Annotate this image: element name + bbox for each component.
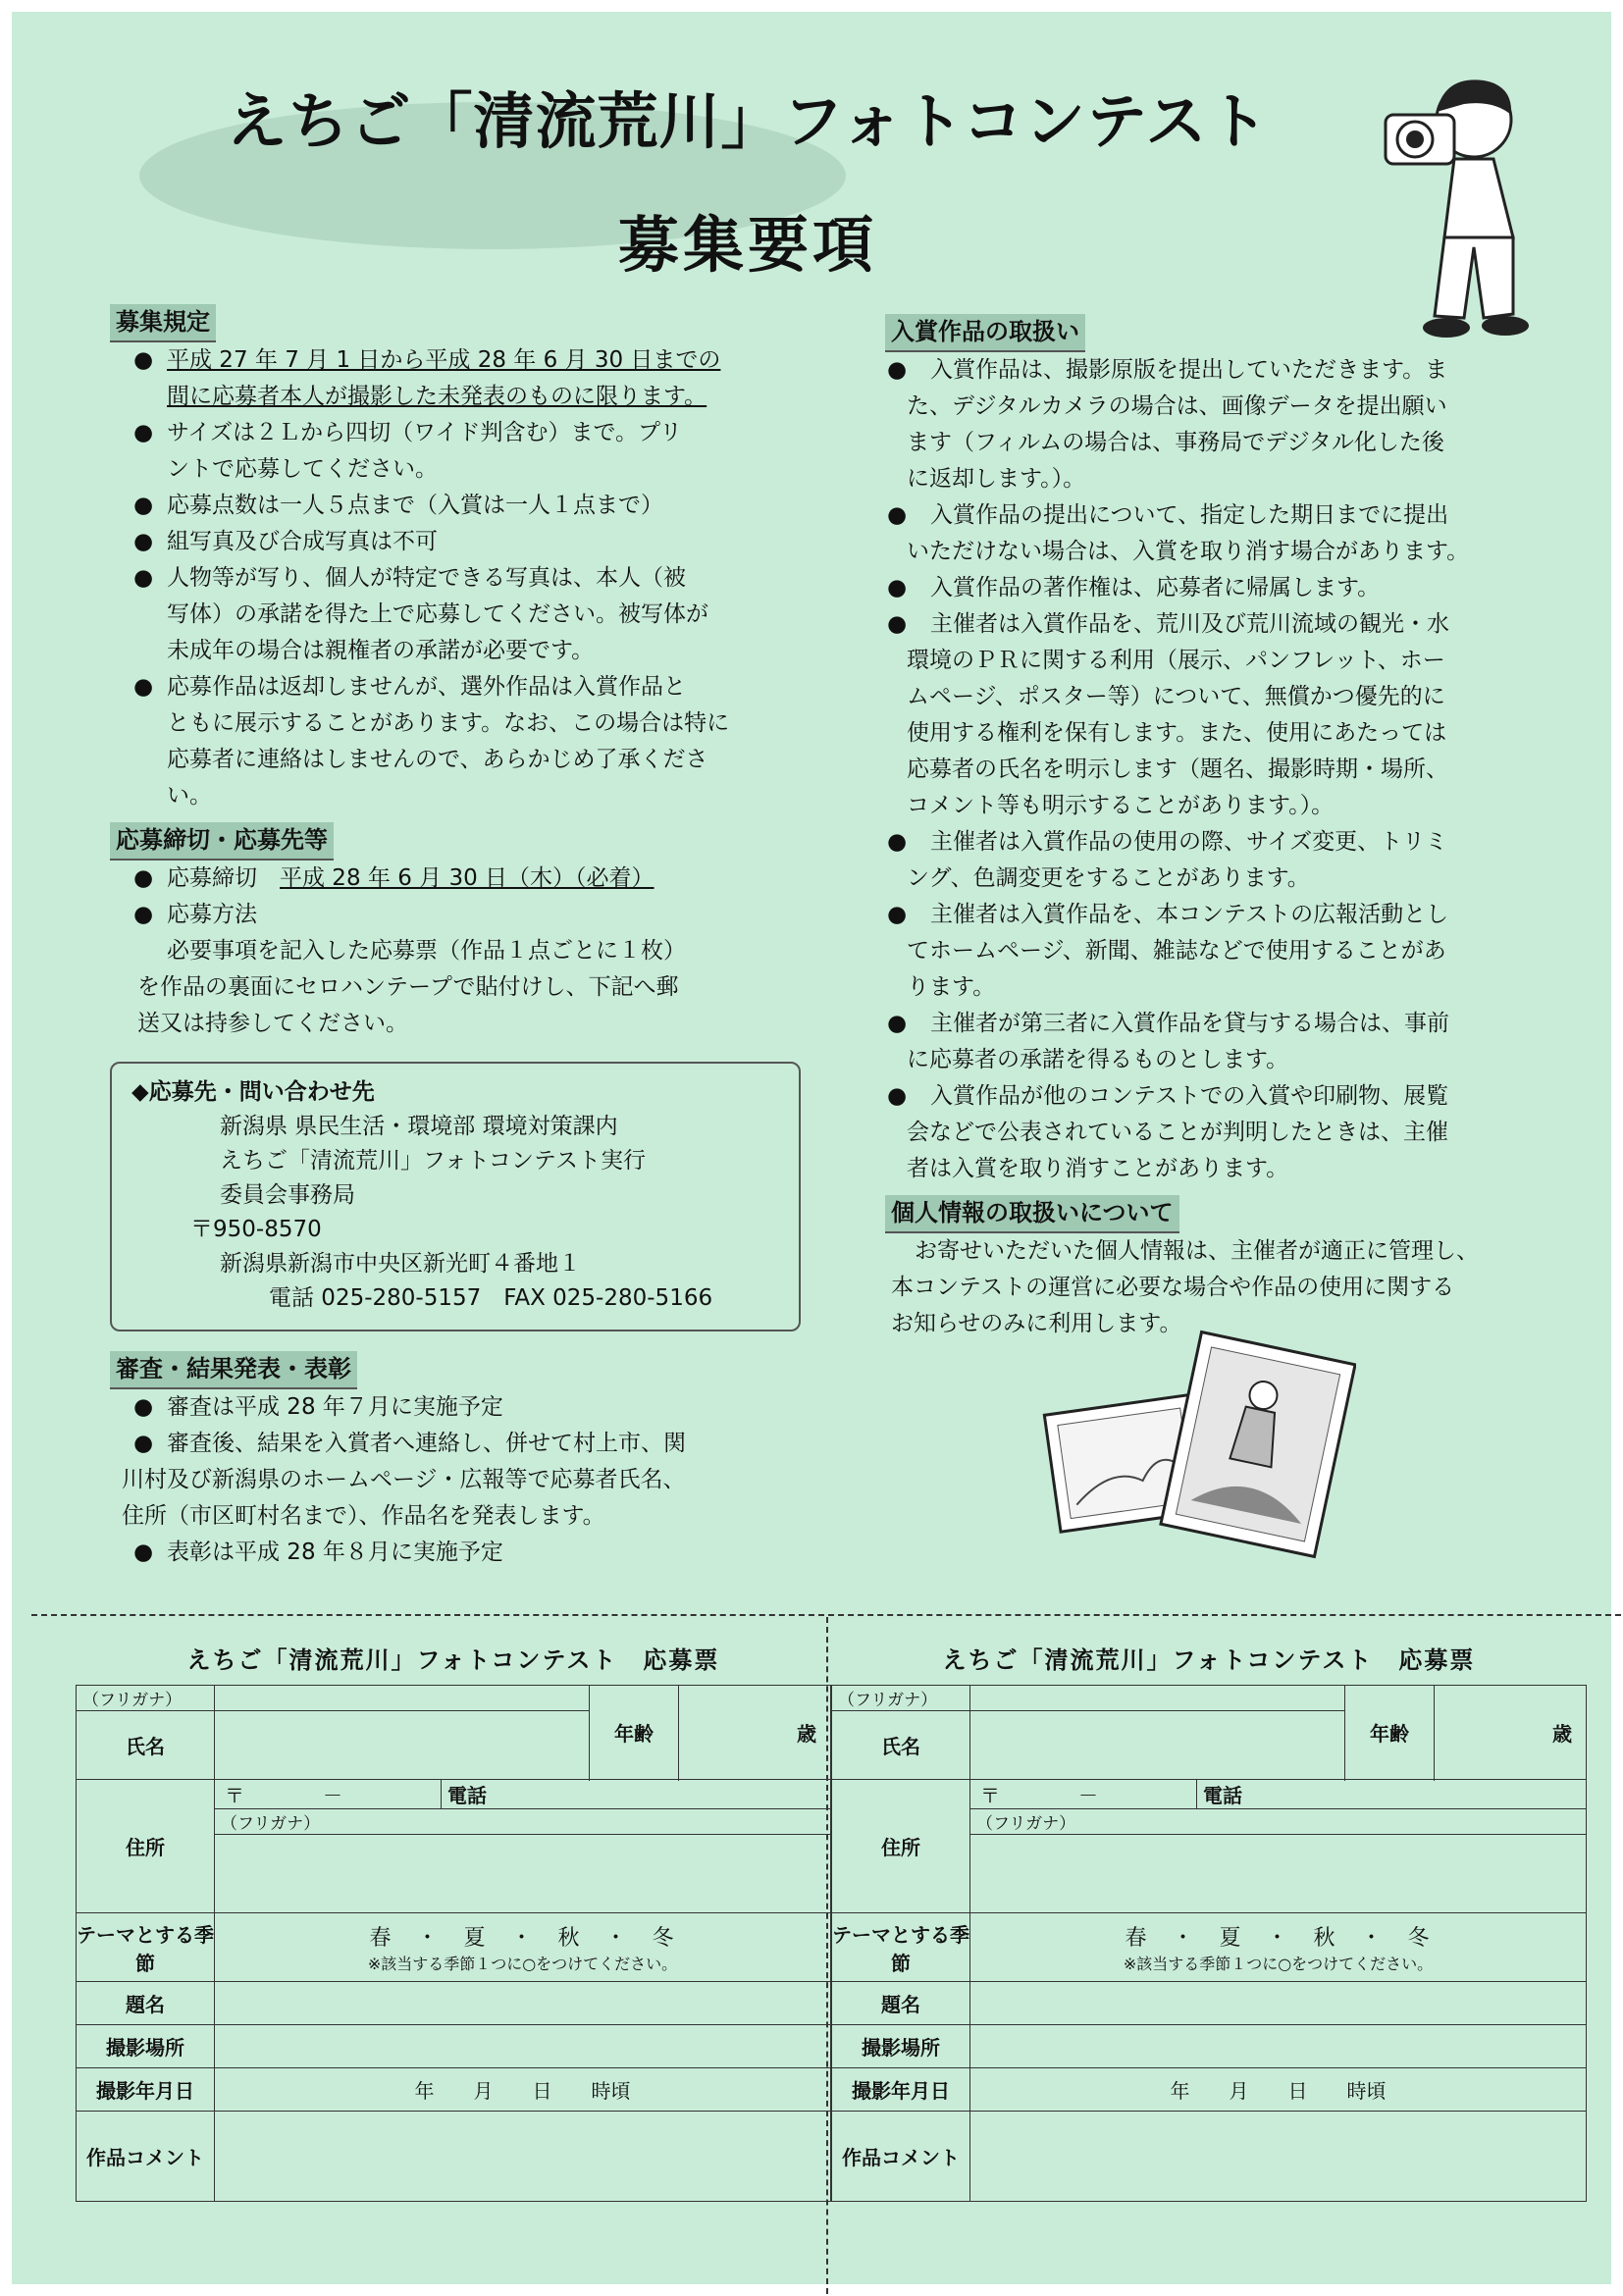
address-furigana-field[interactable]: （フリガナ） (215, 1809, 831, 1835)
list-item (110, 669, 807, 814)
bullet-icon: ● (133, 347, 154, 373)
zip-field[interactable]: 〒 － (970, 1780, 1197, 1809)
list-item-text: 未成年の場合は親権者の承諾が必要です。 (167, 638, 595, 663)
list-item (885, 1078, 1562, 1187)
list-item (885, 352, 1562, 497)
list-item-text: ントで応募してください。 (167, 456, 438, 482)
list-item-text: 入賞作品の提出について、指定した期日までに提出 (930, 502, 1449, 528)
list-item-text: 審査後、結果を入賞者へ連絡し、併せて村上市、関 (167, 1431, 686, 1456)
method-text: 送又は持参してください。 (137, 1011, 408, 1036)
bullet-icon: ● (133, 1431, 154, 1456)
page-subtitle: 募集要項 (617, 209, 877, 281)
furigana-label: （フリガナ） (77, 1686, 215, 1711)
address-label: 住所 (832, 1780, 970, 1913)
location-label: 撮影場所 (77, 2025, 215, 2068)
method-text: 必要事項を記入した応募票（作品１点ごとに１枚） (167, 938, 686, 964)
contact-line: えちご「清流荒川」フォトコンテスト実行 (220, 1148, 647, 1174)
bullet-icon: ● (887, 575, 908, 600)
list-item (885, 606, 1562, 824)
season-field[interactable] (215, 1913, 831, 1982)
comment-field[interactable] (215, 2112, 831, 2202)
bullet-icon: ● (133, 865, 154, 891)
list-item-text: 応募者の氏名を明示します（題名、撮影時期・場所、 (907, 757, 1448, 782)
phone-field[interactable]: 電話 (442, 1780, 831, 1809)
season-field[interactable] (970, 1913, 1587, 1982)
date-field[interactable]: 年 月 日 時頃 (970, 2068, 1587, 2112)
section-heading-rules: 募集規定 (110, 304, 216, 342)
list-item (110, 415, 807, 488)
privacy-text: お知らせのみに利用します。 (891, 1311, 1182, 1336)
comment-label: 作品コメント (832, 2112, 970, 2202)
address-furigana-field[interactable]: （フリガナ） (970, 1809, 1587, 1835)
zip-field[interactable]: 〒 － (215, 1780, 442, 1809)
list-item-text: 者は入賞を取り消すことがあります。 (907, 1156, 1289, 1181)
bullet-icon: ● (133, 1394, 154, 1420)
contact-line: 新潟県 県民生活・環境部 環境対策課内 (220, 1114, 618, 1139)
bullet-icon: ● (887, 829, 908, 855)
list-item-text: ング、色調変更をすることがあります。 (907, 865, 1310, 891)
photographer-illustration (1366, 61, 1562, 355)
comment-field[interactable] (970, 2112, 1587, 2202)
list-item-text: 間に応募者本人が撮影した未発表のものに限ります。 (167, 384, 707, 409)
deadline-value: 平成 28 年 6 月 30 日（木）（必着） (280, 865, 654, 891)
list-item-text: 入賞作品が他のコンテストでの入賞や印刷物、展覧 (930, 1083, 1449, 1109)
entry-form-right (831, 1636, 1587, 2202)
list-item-text: 入賞作品の著作権は、応募者に帰属します。 (930, 575, 1381, 600)
list-item (885, 897, 1562, 1006)
phone-field[interactable]: 電話 (1197, 1780, 1587, 1809)
name-label: 氏名 (832, 1711, 970, 1780)
list-item (110, 342, 807, 415)
list-item-text: ともに展示することがあります。なお、この場合は特に (167, 710, 730, 736)
list-item-text: 組写真及び合成写真は不可 (167, 529, 438, 554)
season-options[interactable]: 春 ・ 夏 ・ 秋 ・ 冬 (1125, 1925, 1432, 1951)
entry-form-table (76, 1685, 831, 2202)
contact-box (110, 1062, 801, 1331)
furigana-label: （フリガナ） (832, 1686, 970, 1711)
entry-form-left (76, 1636, 831, 2202)
list-item-text: 写体）の承諾を得た上で応募してください。被写体が (167, 601, 708, 627)
deadline-label: 応募締切 (167, 865, 257, 891)
list-item-text: 応募者に連絡はしませんので、あらかじめ了承くださ (167, 747, 708, 772)
list-item (110, 1535, 807, 1571)
bullet-icon: ● (133, 674, 154, 700)
bullet-icon: ● (887, 1011, 908, 1036)
name-field[interactable] (970, 1711, 1345, 1780)
list-item-text: てホームページ、新聞、雑誌などで使用することがあ (907, 938, 1446, 964)
bullet-icon: ● (887, 1083, 908, 1109)
date-label: 撮影年月日 (832, 2068, 970, 2112)
bullet-icon: ● (133, 902, 154, 927)
list-item-text: 住所（市区町村名まで）、作品名を発表します。 (122, 1503, 605, 1529)
section-heading-prize: 入賞作品の取扱い (885, 314, 1085, 352)
list-item-text: 入賞作品は、撮影原版を提出していただきます。ま (930, 357, 1448, 383)
list-item-text: 主催者は入賞作品を、荒川及び荒川流域の観光・水 (930, 611, 1449, 637)
name-field[interactable] (215, 1711, 590, 1780)
list-item (110, 897, 807, 969)
list-item-text: 応募点数は一人５点まで（入賞は一人１点まで） (167, 493, 663, 518)
date-field[interactable]: 年 月 日 時頃 (215, 2068, 831, 2112)
theme-label: テーマとする季節 (832, 1913, 970, 1982)
list-item-text: 応募作品は返却しませんが、選外作品は入賞作品と (167, 674, 686, 700)
list-item-text: 審査は平成 28 年７月に実施予定 (167, 1394, 503, 1420)
name-label: 氏名 (77, 1711, 215, 1780)
comment-label: 作品コメント (77, 2112, 215, 2202)
list-item (885, 824, 1562, 897)
prize-list (885, 352, 1562, 1187)
list-item-text: 主催者が第三者に入賞作品を貸与する場合は、事前 (930, 1011, 1449, 1036)
season-note: ※該当する季節１つに○をつけてください。 (1123, 1954, 1434, 1973)
list-item (110, 1389, 807, 1426)
section-heading-judging: 審査・結果発表・表彰 (110, 1351, 357, 1389)
page-title: えちご「清流荒川」フォトコンテスト (226, 85, 1270, 157)
bullet-icon: ● (133, 565, 154, 591)
contact-phone: 電話 025-280-5157 FAX 025-280-5166 (269, 1285, 713, 1311)
list-item-text: 主催者は入賞作品を、本コンテストの広報活動とし (930, 902, 1449, 927)
list-item (110, 861, 807, 897)
photo-prints-illustration (1032, 1317, 1356, 1572)
list-item-text: ります。 (907, 974, 996, 1000)
contact-zip: 〒950-8570 (190, 1217, 322, 1242)
location-field[interactable] (970, 2025, 1587, 2068)
work-title-field[interactable] (970, 1982, 1587, 2025)
bullet-icon: ● (887, 502, 908, 528)
theme-label: テーマとする季節 (77, 1913, 215, 1982)
bullet-icon: ● (133, 420, 154, 445)
list-item (110, 524, 807, 560)
list-item (885, 1006, 1562, 1078)
age-unit: 歳 (797, 1722, 816, 1746)
age-unit: 歳 (1552, 1722, 1572, 1746)
bullet-icon: ● (887, 357, 908, 383)
form-title: えちご「清流荒川」フォトコンテスト 応募票 (942, 1646, 1476, 1674)
cut-line (31, 1614, 1621, 1616)
address-label: 住所 (77, 1780, 215, 1913)
list-item-text: に応募者の承諾を得るものとします。 (907, 1047, 1289, 1072)
list-item-text: 平成 27 年 7 月 1 日から平成 28 年 6 月 30 日までの (167, 347, 721, 373)
furigana-field[interactable] (215, 1686, 590, 1711)
bullet-icon: ● (133, 493, 154, 518)
list-item (885, 570, 1562, 606)
list-item-text: コメント等も明示することがあります。）。 (907, 793, 1335, 818)
right-column (885, 312, 1562, 1342)
age-label: 年齢 (590, 1686, 679, 1780)
list-item-text: た、デジタルカメラの場合は、画像データを提出願い (907, 393, 1447, 419)
contact-heading: ◆応募先・問い合わせ先 (131, 1079, 375, 1105)
list-item (110, 488, 807, 524)
list-item-text: 人物等が写り、個人が特定できる写真は、本人（被 (167, 565, 686, 591)
privacy-text: 本コンテストの運営に必要な場合や作品の使用に関する (891, 1275, 1455, 1300)
list-item-text: に返却します。）。 (907, 466, 1086, 492)
list-item-text: 環境のＰＲに関する利用（展示、パンフレット、ホー (907, 648, 1445, 673)
form-title: えちご「清流荒川」フォトコンテスト 応募票 (186, 1646, 720, 1674)
list-item-text: 使用する権利を保有します。また、使用にあたっては (907, 720, 1447, 746)
bullet-icon: ● (887, 611, 908, 637)
age-field[interactable] (1435, 1686, 1587, 1780)
list-item-text: ます（フィルムの場合は、事務局でデジタル化した後 (907, 430, 1444, 455)
list-item-text: 会などで公表されていることが判明したときは、主催 (907, 1120, 1448, 1145)
bullet-icon: ● (887, 902, 908, 927)
list-item-text: いただけない場合は、入賞を取り消す場合があります。 (907, 539, 1470, 564)
section-heading-deadline: 応募締切・応募先等 (110, 822, 334, 861)
contact-line: 委員会事務局 (220, 1182, 355, 1208)
method-label: 応募方法 (167, 902, 257, 927)
entry-form-table (831, 1685, 1587, 2202)
address-field[interactable] (215, 1835, 831, 1913)
section-heading-privacy: 個人情報の取扱いについて (885, 1195, 1179, 1233)
list-item (885, 497, 1562, 570)
contact-address: 新潟県新潟市中央区新光町４番地１ (220, 1251, 581, 1277)
list-item-text: ムページ、ポスター等）について、無償かつ優先的に (907, 684, 1445, 709)
address-field[interactable] (970, 1835, 1587, 1913)
list-item-text: 表彰は平成 28 年８月に実施予定 (167, 1539, 503, 1565)
list-item-text: 川村及び新潟県のホームページ・広報等で応募者氏名、 (122, 1467, 686, 1492)
work-title-field[interactable] (215, 1982, 831, 2025)
age-field[interactable] (679, 1686, 831, 1780)
season-note: ※該当する季節１つに○をつけてください。 (367, 1954, 678, 1973)
bullet-icon: ● (133, 529, 154, 554)
bullet-icon: ● (133, 1539, 154, 1565)
list-item-text: 主催者は入賞作品の使用の際、サイズ変更、トリミ (930, 829, 1448, 855)
list-item (110, 560, 807, 669)
season-options[interactable]: 春 ・ 夏 ・ 秋 ・ 冬 (369, 1925, 676, 1951)
work-title-label: 題名 (832, 1982, 970, 2025)
date-label: 撮影年月日 (77, 2068, 215, 2112)
privacy-text: お寄せいただいた個人情報は、主催者が適正に管理し、 (915, 1238, 1479, 1264)
location-field[interactable] (215, 2025, 831, 2068)
page (12, 12, 1611, 2284)
location-label: 撮影場所 (832, 2025, 970, 2068)
furigana-field[interactable] (970, 1686, 1345, 1711)
list-item-text: サイズは２Ｌから四切（ワイド判含む）まで。プリ (167, 420, 683, 445)
list-item (110, 1426, 807, 1462)
work-title-label: 題名 (77, 1982, 215, 2025)
list-item-text: い。 (167, 783, 212, 809)
method-text: を作品の裏面にセロハンテープで貼付けし、下記へ郵 (137, 974, 679, 1000)
left-column (110, 302, 807, 1571)
age-label: 年齢 (1345, 1686, 1435, 1780)
